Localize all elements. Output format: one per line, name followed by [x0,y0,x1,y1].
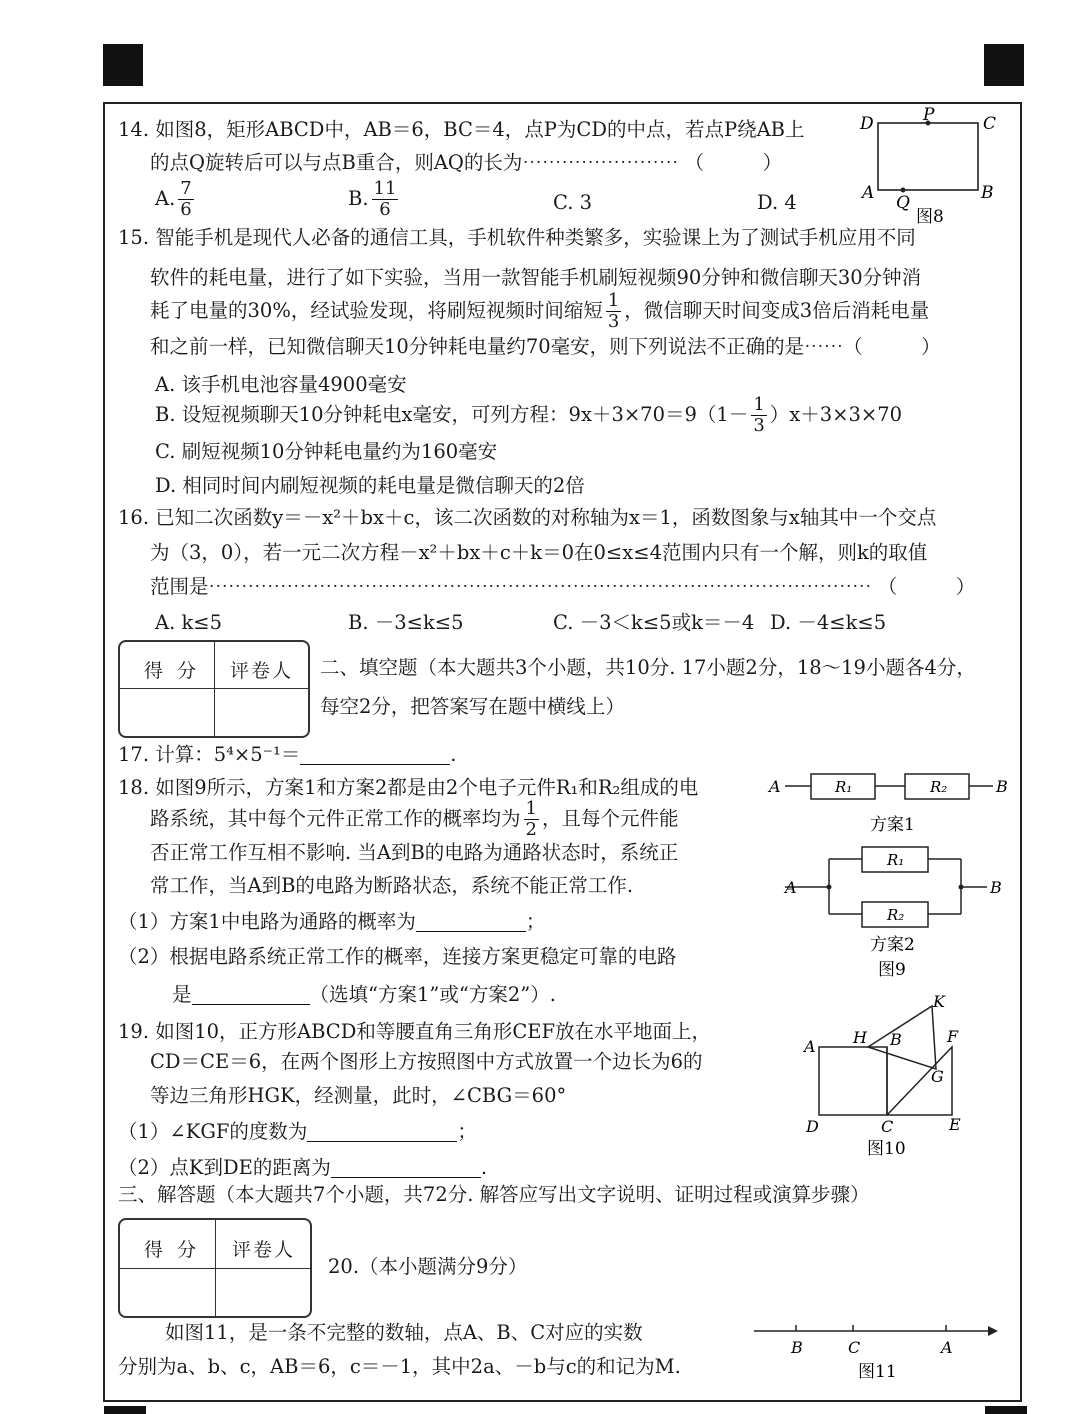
q16-option-d: D. －4≤k≤5 [770,611,887,634]
fig11-caption: 图11 [858,1362,897,1382]
q19-line2: CD＝CE＝6，在两个图形上方按照图中方式放置一个边长为6的 [150,1050,703,1073]
q18-sub1: （1）方案1中电路为通路的概率为 ； [118,910,546,933]
q18-sub1-answer-blank[interactable] [416,913,526,932]
score-box-q20 [118,1218,312,1318]
fig9-plan2-label-a: A [785,878,797,897]
q16-option-c: C. －3＜k≤5或k＝－4 [553,611,755,634]
q15-option-d: D. 相同时间内刷短视频的耗电量是微信聊天的2倍 [155,474,585,497]
fig11-label-c: C [848,1338,861,1357]
q16-option-b: B. －3≤k≤5 [348,611,464,634]
q16-line3: 范围是⋯⋯⋯⋯⋯⋯⋯⋯⋯⋯⋯⋯⋯⋯⋯⋯⋯⋯⋯⋯⋯⋯⋯⋯⋯⋯⋯⋯⋯⋯⋯⋯⋯⋯ （ ） [150,575,976,598]
q14-line2: 的点Q旋转后可以与点B重合，则AQ的长为⋯⋯⋯⋯⋯⋯⋯⋯ （ ） [150,151,783,174]
fig10-label-g: G [931,1067,944,1086]
q16-option-a: A. k≤5 [155,611,223,634]
grader-label: 评卷人 [230,660,294,682]
fig10-label-c: C [881,1117,894,1136]
q19-sub2-answer-blank[interactable] [331,1159,481,1178]
fig9-plan1-label-a: A [769,777,781,796]
q19-line1: 19. 如图10，正方形ABCD和等腰直角三角形CEF放在水平地面上， [118,1020,712,1043]
q15-line1: 15. 智能手机是现代人必备的通信工具，手机软件种类繁多，实验课上为了测试手机应用不同 [118,226,916,249]
q16-line2: 为（3，0），若一元二次方程－x²＋bx＋c＋k＝0在0≤x≤4范围内只有一个解，则k的取值 [150,541,928,564]
q18-sub2-answer-blank[interactable] [192,986,310,1005]
q20-line2: 分别为a、b、c，AB＝6，c＝－1，其中2a、－b与c的和记为M. [118,1355,681,1378]
fig8-label-b: B [981,183,994,203]
fig10-label-h: H [853,1028,867,1047]
q17-answer-blank[interactable] [300,746,450,765]
score-label: 得 分 [144,1239,201,1261]
q16-line1: 16. 已知二次函数y＝－x²＋bx＋c，该二次函数的对称轴为x＝1，函数图象与x轴其中一个交点 [118,506,937,529]
q19-sub1-answer-blank[interactable] [307,1123,457,1142]
fig10-label-f: F [947,1027,959,1046]
q18-line1: 18. 如图9所示，方案1和方案2都是由2个电子元件R₁和R₂组成的电 [118,776,699,799]
fig8-label-c: C [983,114,997,134]
score-label: 得 分 [144,660,201,682]
q15-option-a: A. 该手机电池容量4900毫安 [155,373,407,396]
fig9-plan2-r2: R₂ [887,906,905,924]
fig10-caption: 图10 [867,1139,906,1159]
fig8-label-p: P [923,105,935,125]
fig9-plan1-r2: R₂ [930,778,948,796]
q19-line3: 等边三角形HGK，经测量，此时，∠CBG＝60° [150,1084,567,1107]
q18-line2: 路系统，其中每个元件正常工作的概率均为 $\frac{1}{2}$ ，且每个元件能 [150,798,679,840]
fig9-plan2-label-b: B [990,878,1002,897]
fig8-label-a: A [862,183,875,203]
figure-11-number-line [748,1315,1008,1390]
figure-10-geometry [795,990,985,1160]
fig11-label-b: B [791,1338,803,1357]
q17-line: 17. 计算：5⁴×5⁻¹＝ . [118,743,457,766]
fig10-label-d: D [806,1117,819,1136]
fig10-label-k: K [933,992,945,1011]
q18-sub2-continued: 是 （选填“方案1”或“方案2”）. [172,983,556,1006]
score-box-section2 [118,640,310,738]
registration-mark-top-left [103,44,143,86]
registration-mark-top-right [984,44,1024,86]
q14-option-a: A. $\frac{7}{6}$ [155,178,192,220]
section3-heading: 三、解答题（本大题共7个小题，共72分. 解答应写出文字说明、证明过程或演算步骤） [118,1183,870,1206]
q19-sub1: （1）∠KGF的度数为 ； [118,1120,477,1143]
q14-option-c: C. 3 [553,191,593,214]
fig10-label-a: A [804,1037,816,1056]
q20-line1: 如图11，是一条不完整的数轴，点A、B、C对应的实数 [165,1321,643,1344]
section2-heading-line2: 每空2分，把答案写在题中横线上） [320,695,625,718]
q18-sub2: （2）根据电路系统正常工作的概率，连接方案更稳定可靠的电路 [118,945,677,968]
q18-line3: 否正常工作互相不影响. 当A到B的电路为通路状态时，系统正 [150,841,679,864]
q19-sub2: （2）点K到DE的距离为 . [118,1156,488,1179]
q14-line1: 14. 如图8，矩形ABCD中，AB＝6，BC＝4，点P为CD的中点，若点P绕AB上 [118,118,805,141]
fig9-plan1-r1: R₁ [835,778,853,796]
figure-9-circuits [765,762,1020,987]
fig10-label-e: E [949,1115,961,1134]
registration-mark-bottom-left [104,1406,146,1414]
figure-8-rectangle [850,105,1010,230]
section2-heading-line1: 二、填空题（本大题共3个小题，共10分. 17小题2分，18～19小题各4分， [320,656,976,679]
q14-option-d: D. 4 [757,191,797,214]
fig9-caption: 图9 [878,960,906,980]
fig9-plan1-caption: 方案1 [870,815,915,835]
fig8-caption: 图8 [916,207,944,227]
q15-option-b: B. 设短视频聊天10分钟耗电x毫安，可列方程：9x＋3×70＝9（1－ $\frac{1}{3}$ ）x＋3×3×70 [155,394,903,436]
q15-line3: 耗了电量的30%，经试验发现，将刷短视频时间缩短 $\frac{1}{3}$ ，微信聊天时间变成3倍后消耗电量 [150,290,930,332]
q15-line4: 和之前一样，已知微信聊天10分钟耗电量约70毫安，则下列说法不正确的是⋯⋯（ ） [150,335,941,358]
q20-heading: 20.（本小题满分9分） [328,1255,528,1278]
fig9-plan2-r1: R₁ [887,851,905,869]
fig9-plan2-caption: 方案2 [870,935,915,955]
q14-option-b: B. $\frac{11}{6}$ [348,178,397,220]
fig10-label-b: B [890,1030,902,1049]
q15-line2: 软件的耗电量，进行了如下实验，当用一款智能手机刷短视频90分钟和微信聊天30分钟消 [150,266,922,289]
fig11-label-a: A [941,1338,953,1357]
q18-line4: 常工作，当A到B的电路为断路状态，系统不能正常工作. [150,874,634,897]
fig8-label-d: D [860,114,874,134]
fig8-label-q: Q [896,193,910,213]
registration-mark-bottom-right [985,1406,1027,1414]
fig9-plan1-label-b: B [996,777,1008,796]
grader-label: 评卷人 [232,1239,296,1261]
q15-option-c: C. 刷短视频10分钟耗电量约为160毫安 [155,440,498,463]
